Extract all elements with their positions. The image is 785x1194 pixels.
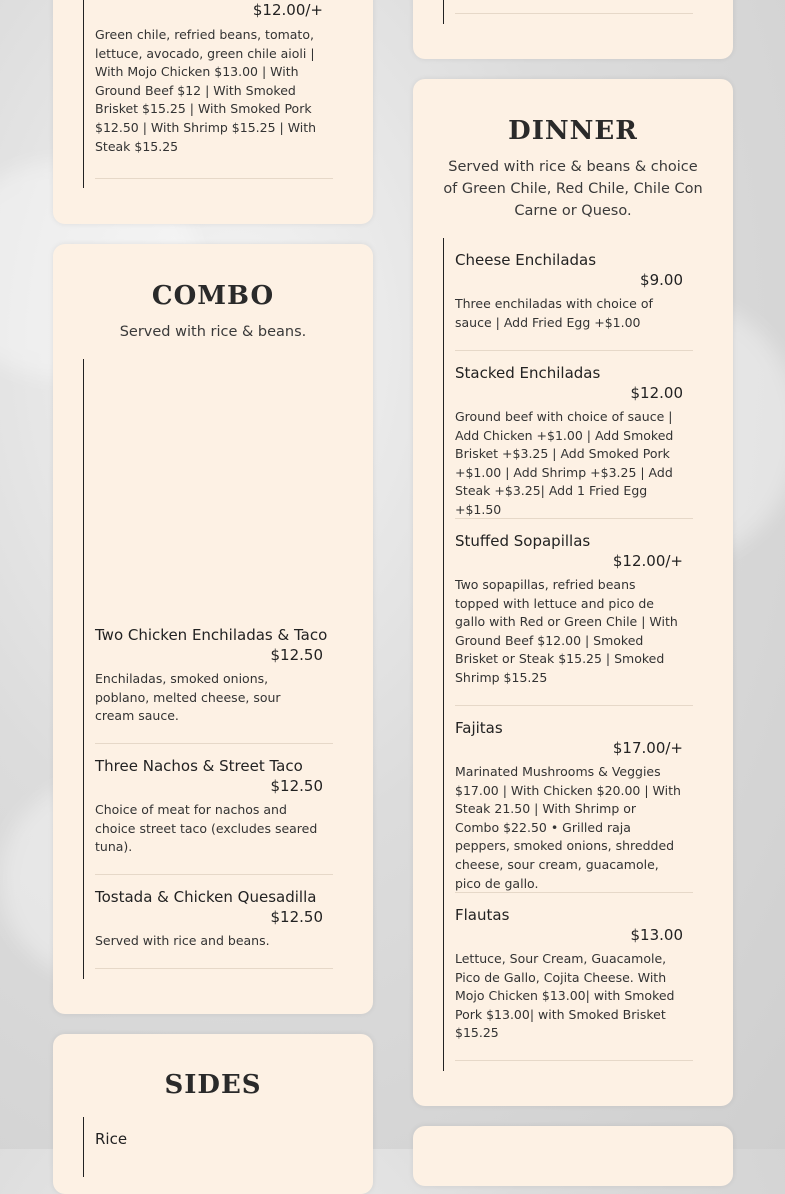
item-divider [455,13,693,14]
menu-item [455,531,693,688]
item-divider [95,178,333,179]
menu-item-price: $12.00 [630,384,683,402]
section-title: COMBO [151,281,275,311]
menu-item-name: Rice [95,1130,128,1148]
menu-item-description: Served with rice and beans. [95,933,270,948]
item-divider [95,743,333,744]
menu-item-description: Ground beef with choice of sauce | Add Chicken +$1.00 | Add Smoked Brisket +$3.25 | Add Smoked Pork +$1.00 | Add Shrimp +$3.25 | Add Steak +$3.25| Add 1 Fried Egg +$1.50 [455,409,674,517]
menu-item-price: $9.00 [640,271,683,289]
section-subtitle: Served with rice & beans. [119,324,307,340]
menu-item-name: Flautas [455,906,510,924]
menu-item-description: Enchiladas, smoked onions, poblano, melted cheese, sour cream sauce. [95,671,281,724]
menu-item-price: $12.50 [270,908,323,926]
menu-item-name: Fajitas [455,719,503,737]
menu-card-combo [53,244,373,1014]
menu-item [455,718,693,893]
item-divider [455,350,693,351]
menu-item-name: Two Chicken Enchiladas & Taco [95,626,328,644]
item-divider [455,705,693,706]
menu-card-top-left [53,0,373,224]
section-title: DINNER [508,116,638,146]
item-divider [455,892,693,893]
section-subtitle: Served with rice & beans & choice of Green Chile, Red Chile, Chile Con Carne or Queso. [443,159,703,219]
menu-item-description: Three enchiladas with choice of sauce | Add Fried Egg +$1.00 [455,296,653,330]
menu-card-bottom-right [413,1126,733,1186]
menu-item-price: $17.00/+ [612,739,683,757]
menu-item-description: Two sopapillas, refried beans topped with lettuce and pico de gallo with Red or Green Chile | With Ground Beef $12.00 | Smoked Brisket or Steak $15.25 | Smoked Shrimp $15.25 [455,577,678,685]
menu-card-top-right [413,0,733,59]
menu-item [95,625,333,726]
menu-item-name: Stacked Enchiladas [455,364,601,382]
menu-item [455,905,693,1043]
menu-item-list [443,238,683,1071]
menu-item-price: $12.50 [270,777,323,795]
menu-item-name: Cheese Enchiladas [455,251,597,269]
menu-item-name: Tostada & Chicken Quesadilla [95,888,317,906]
menu-item-price: $12.50 [270,646,323,664]
menu-item-description: Marinated Mushrooms & Veggies $17.00 | With Chicken $20.00 | With Steak 21.50 | With Shrimp or Combo $22.50 • Grilled raja peppers, smoked onions, shredded cheese, sour cream, guacamole, pico de gallo. [455,764,681,891]
menu-item-price: $12.00/+ [612,552,683,570]
menu-item [95,0,333,156]
item-divider [455,518,693,519]
menu-item [95,756,333,857]
menu-item-list [83,359,328,979]
menu-card-sides [53,1034,373,1194]
menu-item-price: $13.00 [630,926,683,944]
menu-item-list [443,0,444,24]
menu-item [455,363,693,520]
menu-item [95,887,333,951]
menu-item-price: $12.00/+ [252,1,323,19]
menu-card-dinner [413,79,733,1106]
section-title: SIDES [164,1070,262,1100]
item-divider [455,1060,693,1061]
menu-item-name: Stuffed Sopapillas [455,532,591,550]
menu-item-description: Green chile, refried beans, tomato, lettuce, avocado, green chile aioli | With Mojo Chicken $13.00 | With Ground Beef $12 | With Smoked Brisket $15.25 | With Smoked Pork $12.50 | With Shrimp $15.25 | With Steak $15.25 [95,27,317,154]
menu-item-description: Choice of meat for nachos and choice street taco (excludes seared tuna). [95,802,318,855]
menu-item-name: Three Nachos & Street Taco [95,757,303,775]
menu-item-description: Lettuce, Sour Cream, Guacamole, Pico de Gallo, Cojita Cheese. With Mojo Chicken $13.00| with Smoked Pork $13.00| with Smoked Brisket $15.25 [455,951,675,1041]
menu-item [455,250,693,332]
item-divider [95,874,333,875]
menu-item-list [83,1117,128,1177]
menu-item [95,1129,333,1149]
item-divider [95,968,333,969]
menu-item-list [83,0,323,188]
